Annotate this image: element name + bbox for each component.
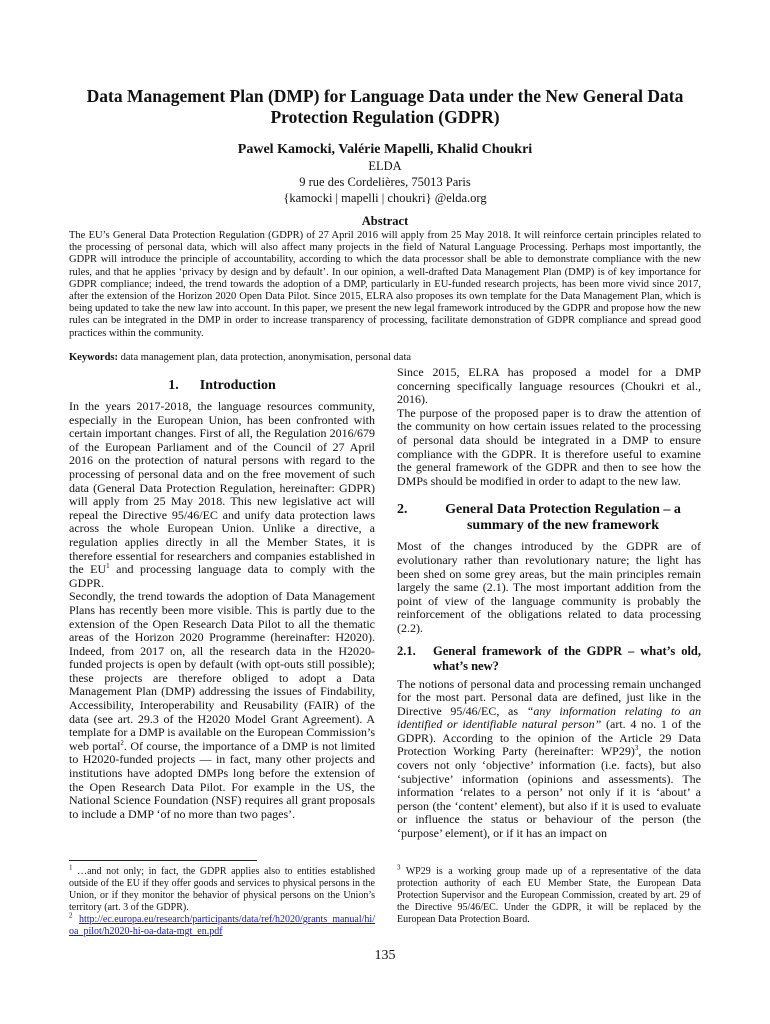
footnote-2 bbox=[69, 911, 375, 938]
footnote-3-text: WP29 is a working group made up of a representative of the data protection authority of each EU Member State, the European Data Protection Supervisor and the European Commission, created by art. 29 of the Directive 95/46/EC. Under the GDPR, it will be replaced by the European Data Protection Board. bbox=[397, 866, 701, 925]
footnote-1 bbox=[69, 863, 375, 914]
section-1-p1-text-a: In the years 2017-2018, the language resources community, especially in the European Union, has been confronted with certain important changes. First of all, the Regulation 2016/679 of the European Parliament and of the Council of 27 April 2016 on the protection of natural persons with regard to the processing of personal data and on the free movement of such data (General Data Protection Regulation, hereinafter: GDPR) will apply from 25 May 2018. This new legislative act will repeal the Directive 95/46/EC and unify data protection laws across the whole European Union. Unlike a directive, a regulation applies directly in all the Member States, it is therefore essential for researchers and companies established in the EU bbox=[69, 399, 375, 577]
affiliation-emails: {kamocki | mapelli | choukri} @elda.org bbox=[283, 191, 487, 205]
section-1-paragraph-3: Since 2015, ELRA has proposed a model for a DMP concerning specifically language resources (Choukri et al., 2016). bbox=[397, 365, 701, 407]
abstract-text: The EU’s General Data Protection Regulation (GDPR) of 27 April 2016 will apply from 25 May 2018. It will reinforce certain principles related to the processing of personal data, which will also affect many projects in the field of Natural Language Processing. Perhaps most importantly, the GDPR will introduce the principle of accountability, according to which the data processor shall be able to demonstrate compliance with the new rules, and that he applies ‘privacy by design and by default’. In our opinion, a well-drafted Data Management Plan (DMP) is of key importance for GDPR compliance; indeed, the trend towards the adoption of a DMP, particularly in EU-funded research projects, has been more vivid since 2017, after the extension of the Horizon 2020 Open Data Pilot. Since 2015, ELRA also proposes its own template for the Data Management Plan, which is being updated to take the new law into account. In this paper, we present the new legal framework introduced by the GDPR and propose how the new rules can be integrated in the DMP in order to increase transparency of processing, facilitate demonstration of GDPR compliance and spread good practices within the community. bbox=[69, 230, 701, 339]
section-1-p1-text-b: and processing language data to comply with the GDPR. bbox=[69, 562, 375, 590]
footnote-ref-2[interactable]: 2 bbox=[120, 738, 124, 747]
subsection-2-1-heading bbox=[397, 644, 701, 674]
keywords-text: data management plan, data protection, anonymisation, personal data bbox=[120, 352, 412, 363]
left-column bbox=[69, 378, 375, 821]
footnotes-right bbox=[397, 863, 701, 926]
keywords-label: Keywords: bbox=[69, 352, 118, 363]
footnote-ref-1[interactable]: 1 bbox=[106, 562, 110, 571]
section-2-title: General Data Protection Regulation – a summary of the new framework bbox=[445, 502, 681, 534]
subsection-2-1-title: General framework of the GDPR – what’s old, what’s new? bbox=[433, 643, 701, 673]
keywords bbox=[69, 352, 701, 363]
subsection-2-1-number: 2.1. bbox=[397, 643, 416, 658]
affiliation-org: ELDA bbox=[368, 159, 402, 173]
footnote-2-link[interactable]: http://ec.europa.eu/research/participants/data/ref/h2020/grants_manual/hi/oa_pilot/h2020-hi-oa-data-mgt_en.pdf bbox=[69, 914, 375, 937]
section-1-paragraph-4: The purpose of the proposed paper is to draw the attention of the community on how certain issues related to the processing of personal data should be integrated in a DMP to ensure compliance with the GDPR. It is therefore useful to examine the general framework of the GDPR and then to see how the DMPs should be modified in order to adapt to the new law. bbox=[397, 405, 701, 488]
section-1-paragraph-1 bbox=[69, 400, 375, 590]
footnote-3 bbox=[397, 863, 701, 926]
footnote-rule bbox=[69, 860, 257, 861]
section-1-heading: 1. Introduction bbox=[168, 378, 276, 393]
affiliation bbox=[60, 158, 710, 206]
page-number: 135 bbox=[374, 948, 396, 963]
personal-data-definition-quote: “any information relating to an identified or identifiable natural person” bbox=[397, 703, 702, 732]
paper-title: Data Management Plan (DMP) for Language Data under the New General Data Protection Regulation (GDPR) bbox=[86, 86, 684, 127]
section-2-heading bbox=[397, 502, 701, 534]
footnote-1-text: …and not only; in fact, the GDPR applies also to entities established outside of the EU if they offer goods and services to physical persons in the Union, or if they monitor the behavior of physical persons on the Union’s territory (art. 3 of the GDPR). bbox=[69, 866, 375, 913]
right-column bbox=[397, 366, 701, 841]
section-2-paragraph-1: Most of the changes introduced by the GDPR are of evolutionary rather than revolutionary nature; the light has been shed on some grey areas, but the main principles remain largely the same (2.1). The most important addition from the point of view of the language community is probably the reinforcement of the obligations related to data processing (2.2). bbox=[397, 539, 701, 635]
section-2-1-text-c: , the notion covers not only ‘objective’ information (i.e. facts), but also ‘subjective’ information (opinions and assessments). The information ‘relates to a person’ not only if it is ‘about’ a person (the ‘content’ element), but also if it is used to evaluate or influence the status or behaviour of the person (the ‘purpose’ element), or if it has an impact on bbox=[397, 744, 702, 841]
footnotes-left bbox=[69, 863, 375, 938]
affiliation-address: 9 rue des Cordelières, 75013 Paris bbox=[299, 175, 471, 189]
section-2-1-text-b: (art. 4 no. 1 of the GDPR). According to the opinion of the Article 29 Data Protection Working Party (hereinafter: WP29) bbox=[397, 717, 702, 759]
section-1-paragraph-2 bbox=[69, 590, 375, 821]
section-1-p2-text-b: . Of course, the importance of a DMP is not limited to H2020-funded projects — in fact, many other projects and institutions have adopted DMPs long before the extension of the Open Research Data Pilot. For example in the US, the National Science Foundation (NSF) requires all grant proposals to include a DMP ‘of no more than two pages’. bbox=[69, 738, 376, 821]
author-list: Pawel Kamocki, Valérie Mapelli, Khalid Choukri bbox=[237, 142, 533, 157]
footnote-2-number: 2 bbox=[69, 911, 73, 920]
abstract-heading: Abstract bbox=[361, 214, 409, 228]
section-2-1-text-a: The notions of personal data and processing remain unchanged for the most part. Personal data are defined, just like in the Directive 95/46/EC, as bbox=[397, 676, 701, 718]
section-2-1-paragraph-1 bbox=[397, 678, 701, 841]
footnote-ref-3[interactable]: 3 bbox=[634, 744, 639, 753]
section-1-p2-text-a: Secondly, the trend towards the adoption of Data Management Plans has recently been more visible. This is partly due to the extension of the Open Research Data Pilot to all the thematic areas of the Horizon 2020 Programme (hereinafter: H2020). Indeed, from 2017 on, all the research data in the H2020-funded projects is open by default (with opt-outs still possible); these projects are therefore obliged to adopt a Data Management Plan (DMP) addressing the issues of Findability, Accessibility, Interoperability and Reusability (FAIR) of the data (see art. 29.3 of the H2020 Model Grant Agreement). A template for a DMP is available on the European Commission’s web portal bbox=[69, 589, 375, 753]
footnote-1-number: 1 bbox=[69, 863, 73, 872]
footnote-3-number: 3 bbox=[397, 863, 401, 872]
section-2-number: 2. bbox=[397, 502, 408, 518]
